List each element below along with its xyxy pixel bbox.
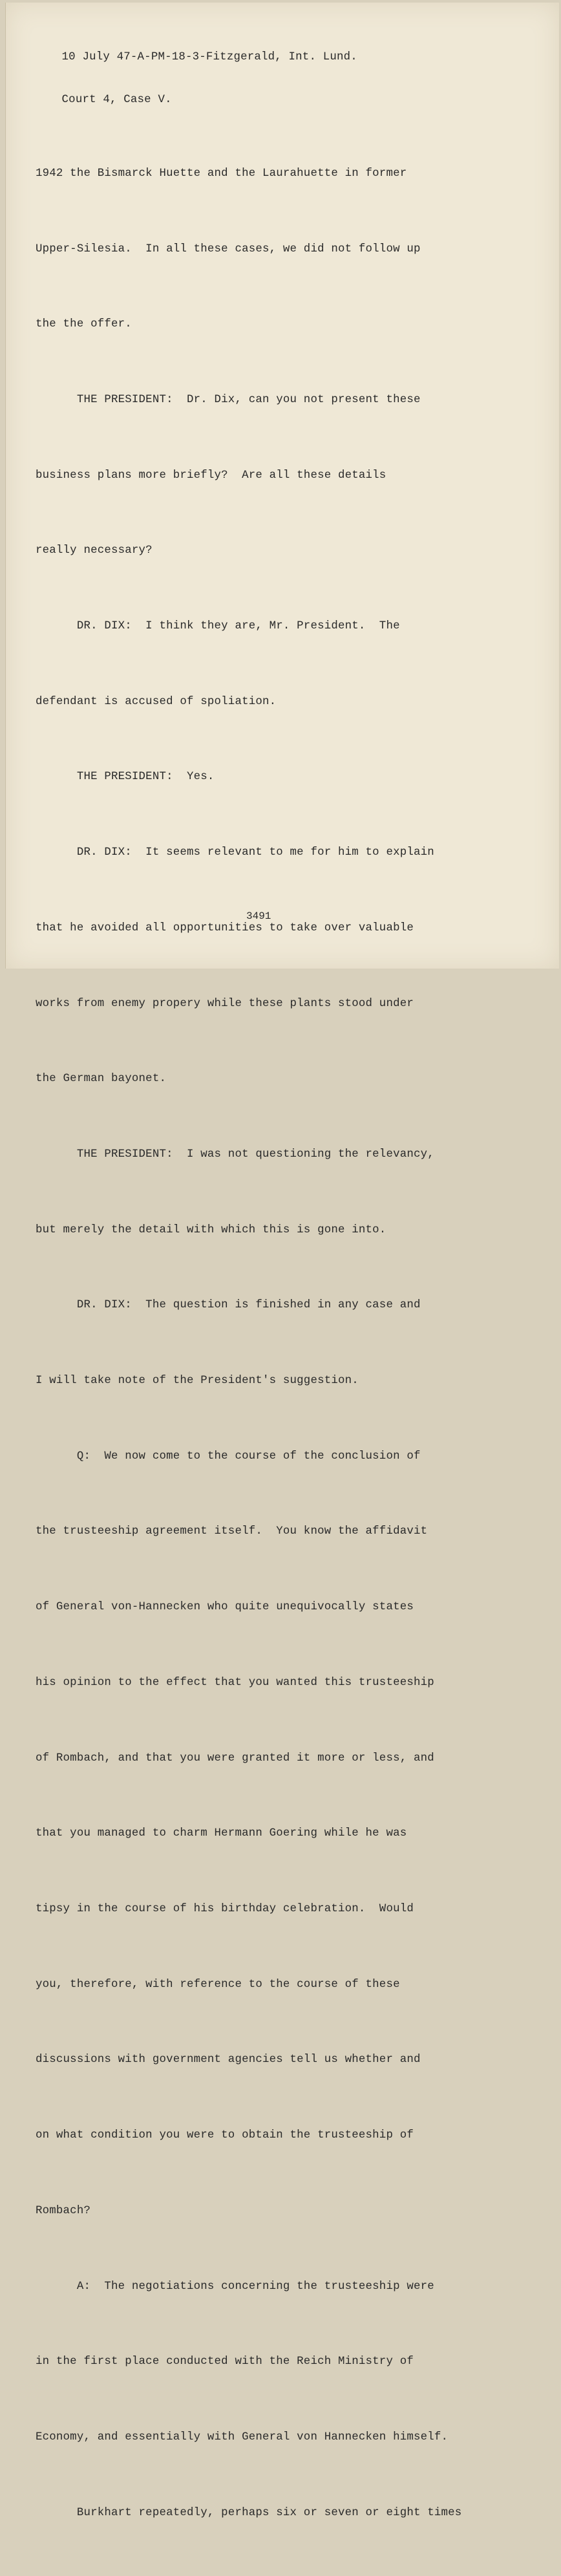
text-line: THE PRESIDENT: Dr. Dix, can you not present these [36, 393, 421, 406]
text-line: Burkhart repeatedly, perhaps six or seven or eight times [36, 2506, 462, 2519]
text-line: 1942 the Bismarck Huette and the Laurahuette in former [36, 167, 407, 180]
text-line: works from enemy propery while these plants stood under [36, 997, 414, 1010]
transcript-header [34, 36, 357, 122]
header-date-line: 10 July 47-A-PM-18-3-Fitzgerald, Int. Lund. [61, 51, 357, 63]
text-line: business plans more briefly? Are all these details [36, 469, 386, 482]
document-page [5, 3, 559, 2519]
text-line: THE PRESIDENT: I was not questioning the relevancy, [36, 1148, 434, 1161]
text-line: Economy, and essentially with General von Hannecken himself. [36, 2431, 449, 2443]
page-number: 3491 [246, 910, 271, 922]
text-line: that he avoided all opportunities to take over valuable [36, 921, 414, 934]
text-line: A: The negotiations concerning the trusteeship were [36, 2280, 434, 2293]
text-line: DR. DIX: I think they are, Mr. President. The [36, 620, 400, 633]
text-line: Rombach? [36, 2204, 91, 2217]
text-line: DR. DIX: It seems relevant to me for him to explain [36, 846, 434, 859]
text-line: DR. DIX: The question is finished in any case and [36, 1299, 421, 1312]
text-line: I will take note of the President's suggestion. [36, 1375, 359, 1388]
text-line: in the first place conducted with the Reich Ministry of [36, 2356, 414, 2368]
text-line: but merely the detail with which this is gone into. [36, 1223, 386, 1236]
transcript-body [36, 111, 461, 2576]
text-line: Q: We now come to the course of the conclusion of [36, 1450, 421, 1463]
text-line: you, therefore, with reference to the course of these [36, 1978, 400, 1991]
text-line: the German bayonet. [36, 1073, 167, 1086]
text-line: the trusteeship agreement itself. You know the affidavit [36, 1525, 428, 1538]
text-line: tipsy in the course of his birthday celebration. Would [36, 1902, 414, 1915]
text-line: defendant is accused of spoliation. [36, 695, 277, 708]
text-line: the the offer. [36, 318, 132, 331]
text-line: on what condition you were to obtain the trusteeship of [36, 2129, 414, 2142]
text-line: discussions with government agencies tell us whether and [36, 2054, 421, 2066]
text-line: really necessary? [36, 544, 153, 557]
text-line: THE PRESIDENT: Yes. [36, 771, 215, 784]
text-line: that you managed to charm Hermann Goering while he was [36, 1827, 407, 1840]
text-line: Upper-Silesia. In all these cases, we did not follow up [36, 242, 421, 255]
text-line: of Rombach, and that you were granted it more or less, and [36, 1752, 434, 1765]
header-court-line: Court 4, Case V. [61, 94, 172, 106]
text-line: of General von-Hannecken who quite unequivocally states [36, 1601, 414, 1614]
text-line: his opinion to the effect that you wanted this trusteeship [36, 1676, 434, 1689]
